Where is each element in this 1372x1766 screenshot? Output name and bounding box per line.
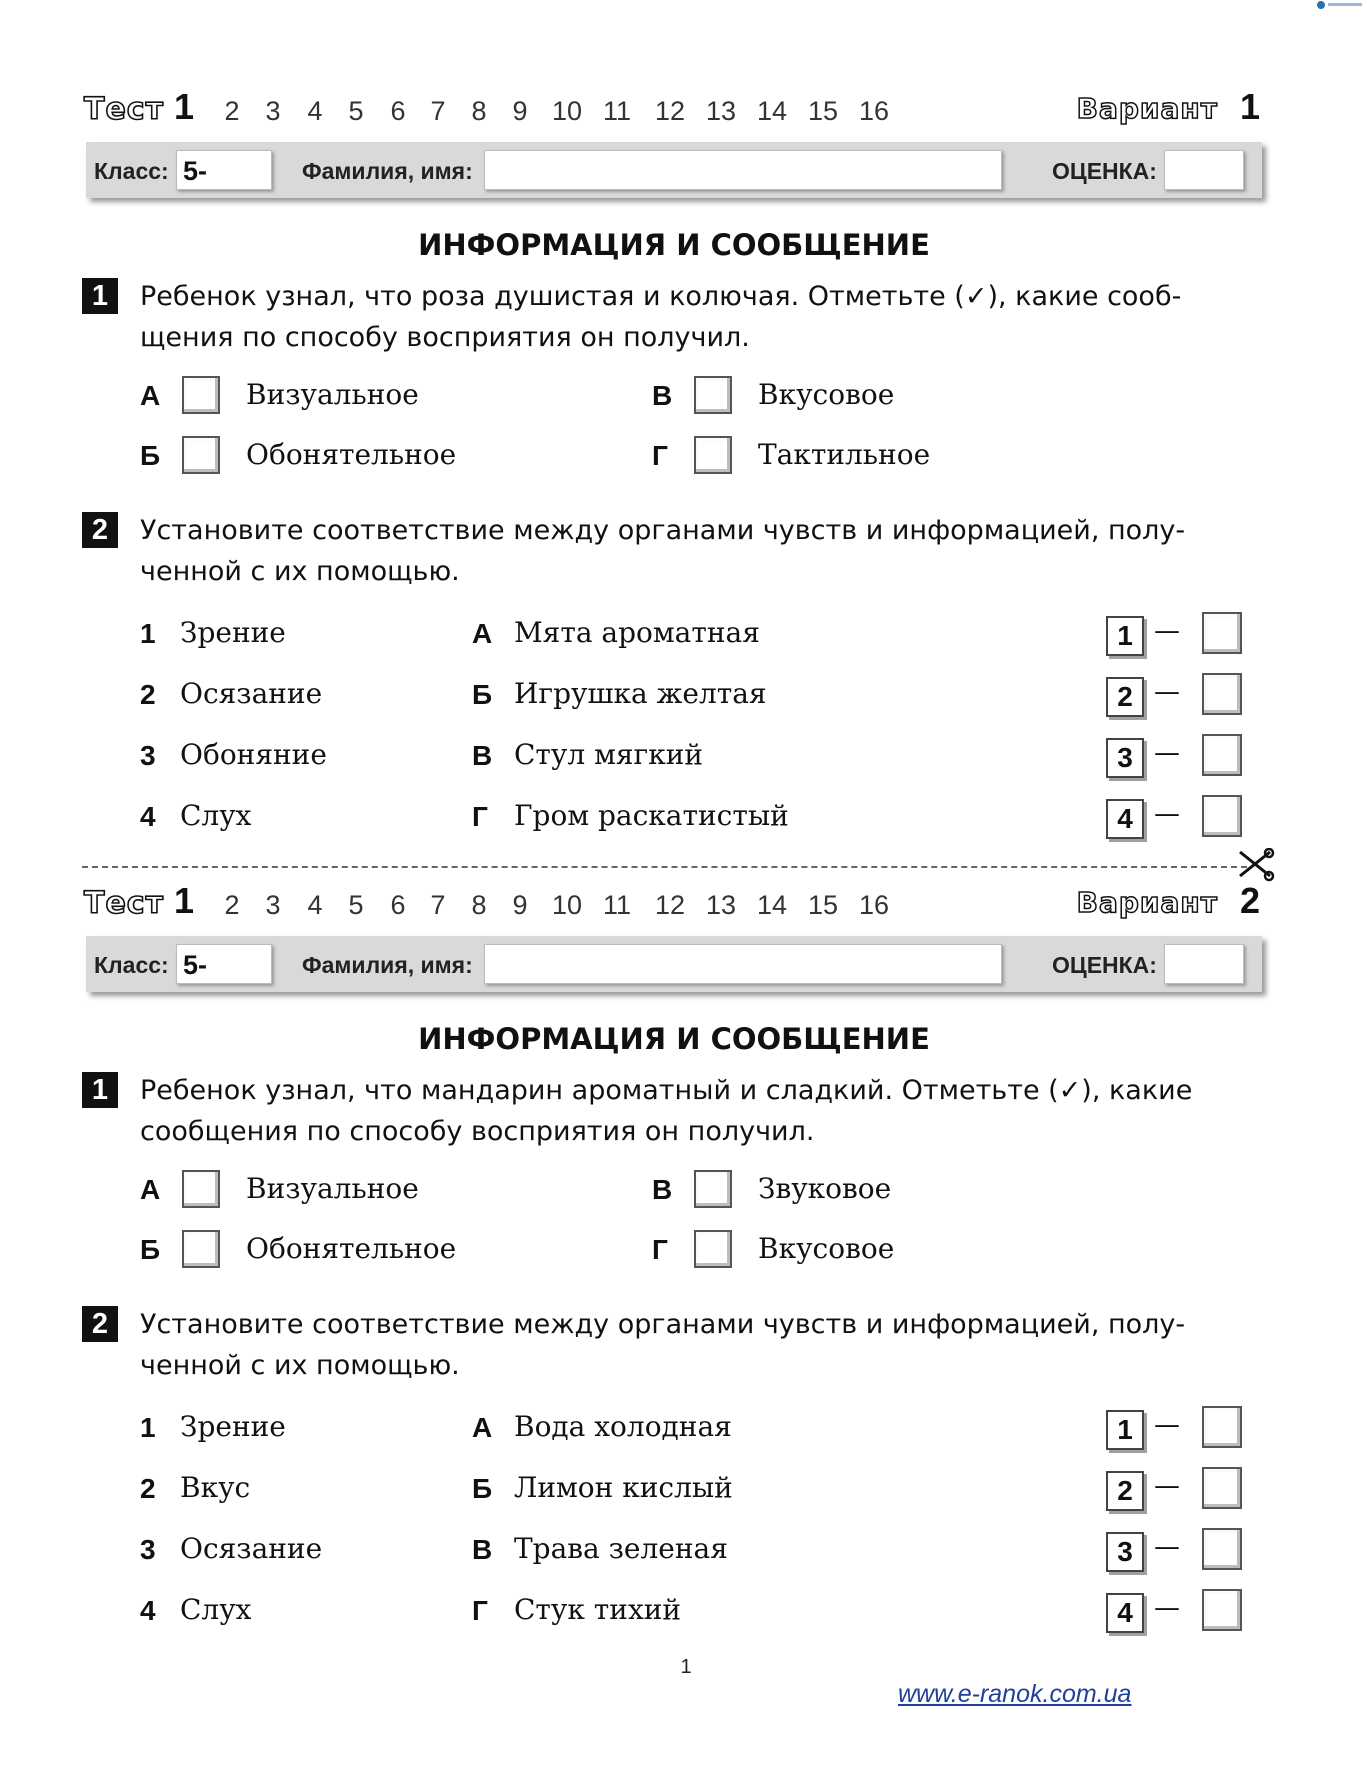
answer-dash: — xyxy=(1154,799,1180,829)
answer-dash: — xyxy=(1154,738,1180,768)
test-number-link[interactable]: 8 xyxy=(471,96,487,126)
question-text-line: ченной с их помощью. xyxy=(140,1350,460,1381)
info-label: Лимон кислый xyxy=(514,1471,733,1504)
option-letter: Б xyxy=(140,1234,161,1265)
test-number-link[interactable]: 2 xyxy=(224,890,240,920)
test-number-link[interactable]: 16 xyxy=(859,890,890,920)
test-number-link[interactable]: 10 xyxy=(552,890,583,920)
test-number-link[interactable]: 12 xyxy=(655,96,686,126)
current-test-number: 1 xyxy=(174,880,195,921)
option-checkbox[interactable] xyxy=(182,1230,220,1268)
sense-number: 3 xyxy=(140,1534,156,1565)
question-number-badge: 1 xyxy=(82,1072,118,1108)
test-number-link[interactable]: 5 xyxy=(348,96,364,126)
variant-label: Вариант xyxy=(1076,886,1218,919)
question-text-line: Установите соответствие между органами чувств и информацией, полу- xyxy=(140,515,1186,546)
name-field[interactable] xyxy=(484,944,1002,984)
answer-number-box: 2 xyxy=(1106,677,1144,717)
variant-label: Вариант xyxy=(1076,92,1218,125)
answer-number-box: 3 xyxy=(1106,1532,1144,1572)
option-checkbox[interactable] xyxy=(694,1230,732,1268)
info-letter: Б xyxy=(472,1473,493,1504)
sense-number: 3 xyxy=(140,740,156,771)
variant-number: 1 xyxy=(1239,86,1260,127)
answer-number-box: 1 xyxy=(1106,1410,1144,1450)
answer-dash: — xyxy=(1154,1410,1180,1440)
answer-number-box: 2 xyxy=(1106,1471,1144,1511)
option-letter: А xyxy=(140,380,161,411)
variant-1 xyxy=(0,0,1372,834)
option-label: Тактильное xyxy=(758,438,931,471)
option-label: Звуковое xyxy=(758,1172,892,1205)
variant-2 xyxy=(0,794,1372,1628)
sense-label: Слух xyxy=(180,799,252,832)
sense-number: 4 xyxy=(140,1595,156,1626)
answer-dash: — xyxy=(1154,1471,1180,1501)
option-letter: В xyxy=(652,1174,673,1205)
question-1-text xyxy=(140,276,1260,358)
info-letter: А xyxy=(472,1412,493,1443)
test-number-link[interactable]: 7 xyxy=(430,96,446,126)
test-number-link[interactable]: 5 xyxy=(348,890,364,920)
info-letter: Г xyxy=(472,801,488,832)
test-number-link[interactable]: 14 xyxy=(757,890,788,920)
question-number-badge: 2 xyxy=(82,512,118,548)
test-number-link[interactable]: 9 xyxy=(512,96,528,126)
name-field[interactable] xyxy=(484,150,1002,190)
test-number-link[interactable]: 4 xyxy=(307,890,323,920)
option-letter: Г xyxy=(652,1234,668,1265)
answer-dash: — xyxy=(1154,677,1180,707)
option-letter: А xyxy=(140,1174,161,1205)
cut-line xyxy=(82,866,1247,868)
info-label: Игрушка желтая xyxy=(514,677,767,710)
test-number-link[interactable]: 10 xyxy=(552,96,583,126)
sense-number: 4 xyxy=(140,801,156,832)
question-number-badge: 2 xyxy=(82,1306,118,1342)
question-1-text xyxy=(140,1070,1260,1152)
topic-title: ИНФОРМАЦИЯ И СООБЩЕНИЕ xyxy=(418,228,930,262)
option-label: Вкусовое xyxy=(758,378,895,411)
class-label: Класс: xyxy=(94,158,169,184)
option-label: Визуальное xyxy=(246,378,419,411)
test-number-link[interactable]: 16 xyxy=(859,96,890,126)
question-text-line: щения по способу восприятия он получил. xyxy=(140,322,750,353)
test-header xyxy=(84,86,1260,136)
info-label: Вода холодная xyxy=(514,1410,732,1443)
answer-letter-box[interactable] xyxy=(1202,734,1242,776)
answer-letter-box[interactable] xyxy=(1202,673,1242,715)
answer-number-box: 1 xyxy=(1106,616,1144,656)
test-number-link[interactable]: 13 xyxy=(706,890,737,920)
info-label: Трава зеленая xyxy=(514,1532,728,1565)
question-text-line: сообщения по способу восприятия он получил. xyxy=(140,1116,815,1147)
name-label: Фамилия, имя: xyxy=(302,158,473,184)
publisher-website-link[interactable]: www.e-ranok.com.ua xyxy=(898,1680,1132,1708)
test-number-link[interactable]: 3 xyxy=(265,890,281,920)
option-label: Вкусовое xyxy=(758,1232,895,1265)
test-number-link[interactable]: 8 xyxy=(471,890,487,920)
answer-number-box: 4 xyxy=(1106,1593,1144,1633)
answer-number-box: 3 xyxy=(1106,738,1144,778)
question-2-text xyxy=(140,510,1260,592)
info-label: Стул мягкий xyxy=(514,738,704,771)
sense-number: 1 xyxy=(140,618,156,649)
option-checkbox[interactable] xyxy=(182,1170,220,1208)
info-letter: Б xyxy=(472,679,493,710)
class-field[interactable]: 5- xyxy=(176,944,272,984)
question-number-badge: 1 xyxy=(82,278,118,314)
answer-letter-box[interactable] xyxy=(1202,1589,1242,1631)
test-number-link[interactable]: 3 xyxy=(265,96,281,126)
option-label: Визуальное xyxy=(246,1172,419,1205)
grade-field[interactable] xyxy=(1164,944,1244,984)
topic-title: ИНФОРМАЦИЯ И СООБЩЕНИЕ xyxy=(418,1022,930,1056)
test-number-link[interactable]: 14 xyxy=(757,96,788,126)
test-label: Тест xyxy=(84,92,164,127)
sense-label: Осязание xyxy=(180,677,323,710)
sense-number: 2 xyxy=(140,679,156,710)
info-letter: В xyxy=(472,1534,493,1565)
test-number-link[interactable]: 15 xyxy=(808,96,839,126)
option-letter: Г xyxy=(652,440,668,471)
info-letter: А xyxy=(472,618,493,649)
option-label: Обонятельное xyxy=(246,1232,457,1265)
info-label: Мята ароматная xyxy=(514,616,760,649)
question-text-line: Ребенок узнал, что роза душистая и колючая. Отметьте (✓), какие сооб- xyxy=(140,281,1182,312)
sense-number: 2 xyxy=(140,1473,156,1504)
option-checkbox[interactable] xyxy=(182,436,220,474)
test-number-link[interactable]: 6 xyxy=(390,890,406,920)
name-label: Фамилия, имя: xyxy=(302,952,473,978)
answer-letter-box[interactable] xyxy=(1202,1467,1242,1509)
sense-label: Вкус xyxy=(180,1471,251,1504)
test-number-link[interactable]: 11 xyxy=(602,890,632,920)
answer-dash: — xyxy=(1154,616,1180,646)
grade-field[interactable] xyxy=(1164,150,1244,190)
publisher-logo-icon xyxy=(1316,0,1366,12)
sense-number: 1 xyxy=(140,1412,156,1443)
info-label: Гром раскатистый xyxy=(514,799,789,832)
test-number-link[interactable]: 6 xyxy=(390,96,406,126)
test-number-link[interactable]: 11 xyxy=(602,96,632,126)
answer-number-box: 4 xyxy=(1106,799,1144,839)
info-letter: Г xyxy=(472,1595,488,1626)
question-text-line: ченной с их помощью. xyxy=(140,556,460,587)
option-checkbox[interactable] xyxy=(694,436,732,474)
option-letter: В xyxy=(652,380,673,411)
test-number-link[interactable]: 4 xyxy=(307,96,323,126)
sense-label: Слух xyxy=(180,1593,252,1626)
test-number-link[interactable]: 13 xyxy=(706,96,737,126)
test-number-link[interactable]: 2 xyxy=(224,96,240,126)
answer-letter-box[interactable] xyxy=(1202,1528,1242,1570)
test-number-link[interactable]: 12 xyxy=(655,890,686,920)
test-label: Тест xyxy=(84,886,164,921)
test-number-link[interactable]: 9 xyxy=(512,890,528,920)
option-letter: Б xyxy=(140,440,161,471)
sense-label: Зрение xyxy=(180,1410,286,1443)
option-checkbox[interactable] xyxy=(182,376,220,414)
answer-letter-box[interactable] xyxy=(1202,1406,1242,1448)
current-test-number: 1 xyxy=(174,86,195,127)
sense-label: Обоняние xyxy=(180,738,327,771)
sense-label: Зрение xyxy=(180,616,286,649)
grade-label: ОЦЕНКА: xyxy=(1052,158,1157,184)
variant-number: 2 xyxy=(1239,880,1260,921)
question-text-line: Ребенок узнал, что мандарин ароматный и сладкий. Отметьте (✓), какие xyxy=(140,1075,1193,1106)
question-text-line: Установите соответствие между органами чувств и информацией, полу- xyxy=(140,1309,1186,1340)
info-letter: В xyxy=(472,740,493,771)
page-number: 1 xyxy=(680,1656,692,1678)
student-info-bar xyxy=(86,936,1262,992)
question-2-text xyxy=(140,1304,1260,1386)
student-info-bar xyxy=(86,142,1262,198)
option-checkbox[interactable] xyxy=(694,376,732,414)
class-label: Класс: xyxy=(94,952,169,978)
scissors-icon xyxy=(1236,848,1276,882)
option-checkbox[interactable] xyxy=(694,1170,732,1208)
answer-dash: — xyxy=(1154,1593,1180,1623)
test-number-link[interactable]: 15 xyxy=(808,890,839,920)
grade-label: ОЦЕНКА: xyxy=(1052,952,1157,978)
test-number-link[interactable]: 7 xyxy=(430,890,446,920)
option-label: Обонятельное xyxy=(246,438,457,471)
answer-dash: — xyxy=(1154,1532,1180,1562)
answer-letter-box[interactable] xyxy=(1202,612,1242,654)
sense-label: Осязание xyxy=(180,1532,323,1565)
class-field[interactable]: 5- xyxy=(176,150,272,190)
test-header xyxy=(84,880,1260,930)
info-label: Стук тихий xyxy=(514,1593,682,1626)
